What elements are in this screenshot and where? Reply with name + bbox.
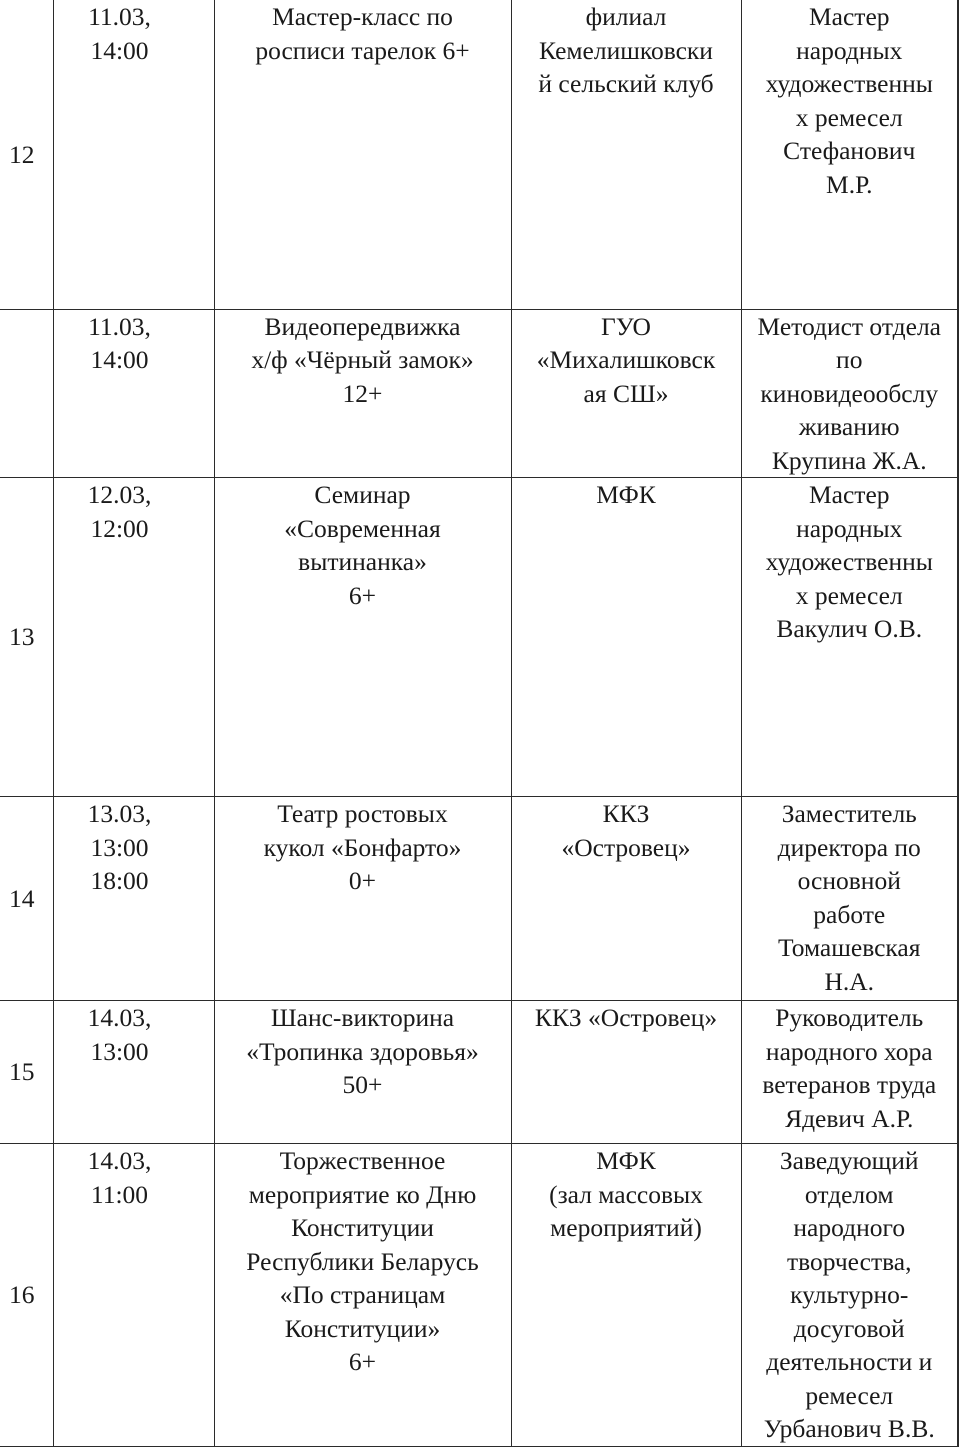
event-title: Шанс-викторина «Тропинка здоровья» 50+ bbox=[214, 1001, 511, 1144]
responsible-person: Заведующий отделом народного творчества, культурно- досуговой деятельности и ремесел Урбанович В.В. bbox=[741, 1144, 958, 1447]
date-time: 12.03, 12:00 bbox=[53, 478, 214, 797]
venue: МФК bbox=[511, 478, 741, 797]
table-row bbox=[0, 797, 958, 1001]
row-number: 14 bbox=[0, 797, 53, 1001]
responsible-person: Руководитель народного хора ветеранов труда Ядевич А.Р. bbox=[741, 1001, 958, 1144]
row-number bbox=[0, 309, 53, 478]
date-time: 14.03, 13:00 bbox=[53, 1001, 214, 1144]
date-time: 11.03, 14:00 bbox=[53, 0, 214, 309]
responsible-person: Мастер народных художественны х ремесел Вакулич О.В. bbox=[741, 478, 958, 797]
date-time: 13.03, 13:00 18:00 bbox=[53, 797, 214, 1001]
event-title: Мастер-класс по росписи тарелок 6+ bbox=[214, 0, 511, 309]
date-time: 14.03, 11:00 bbox=[53, 1144, 214, 1447]
table-row bbox=[0, 1001, 958, 1144]
event-title: Семинар «Современная вытинанка» 6+ bbox=[214, 478, 511, 797]
venue: МФК (зал массовых мероприятий) bbox=[511, 1144, 741, 1447]
venue: ККЗ «Островец» bbox=[511, 797, 741, 1001]
responsible-person: Заместитель директора по основной работе Томашевская Н.А. bbox=[741, 797, 958, 1001]
event-title: Торжественное мероприятие ко Дню Конституции Республики Беларусь «По страницам Конституции» 6+ bbox=[214, 1144, 511, 1447]
table-row bbox=[0, 309, 958, 478]
table-row bbox=[0, 0, 958, 309]
venue: ГУО «Михалишковск ая СШ» bbox=[511, 309, 741, 478]
venue: ККЗ «Островец» bbox=[511, 1001, 741, 1144]
responsible-person: Методист отдела по киновидеообслу живанию Крупина Ж.А. bbox=[741, 309, 958, 478]
row-number: 13 bbox=[0, 478, 53, 797]
event-title: Видеопередвижка х/ф «Чёрный замок» 12+ bbox=[214, 309, 511, 478]
date-time: 11.03, 14:00 bbox=[53, 309, 214, 478]
venue: филиал Кемелишковски й сельский клуб bbox=[511, 0, 741, 309]
row-number: 12 bbox=[0, 0, 53, 309]
responsible-person: Мастер народных художественны х ремесел Стефанович М.Р. bbox=[741, 0, 958, 309]
row-number: 15 bbox=[0, 1001, 53, 1144]
table-row bbox=[0, 1144, 958, 1447]
event-title: Театр ростовых кукол «Бонфарто» 0+ bbox=[214, 797, 511, 1001]
row-number: 16 bbox=[0, 1144, 53, 1447]
table-row bbox=[0, 478, 958, 797]
